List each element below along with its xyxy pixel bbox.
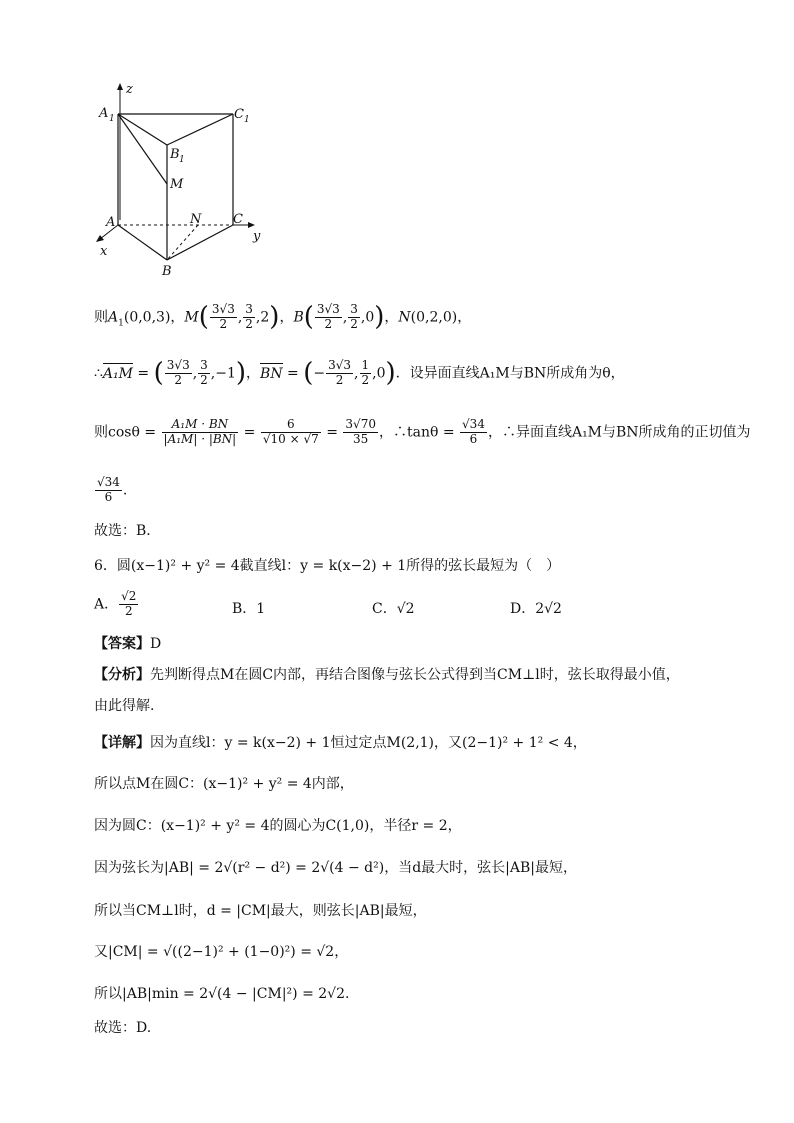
- B-frac2: $\frac{3}{2}$: [350, 302, 358, 332]
- label-A: A: [106, 215, 116, 230]
- B-tail: ,0: [360, 309, 375, 326]
- label-B: B: [162, 264, 172, 279]
- A1M-frac: $\frac{3√3}{2}$: [166, 358, 190, 388]
- detail-line-1: [94, 735, 587, 752]
- detail-line-4: 因为弦长为|AB| = 2√(r² − d²) = 2√(4 − d²)，当d最大时，弦长|AB|最短，: [94, 860, 578, 876]
- label-C1: C: [234, 107, 244, 122]
- A1M-frac2: $\frac{3}{2}$: [200, 358, 208, 388]
- analysis-tag: 【分析】: [94, 667, 150, 683]
- point-N-value: (0,2,0): [410, 309, 458, 326]
- option-D: D．2√2: [510, 601, 562, 617]
- coordinates-line: 则$A_1(0,0,3)$，M( $\frac{3√3}{2}$ , $\frac{3}{2}$ ,2)，B( $\frac{3√3}{2}$ , $\frac{3}{2}$ ,0)，N(0,2,0)，: [94, 302, 472, 332]
- sep: ，: [457, 309, 472, 326]
- vector-A1M: A₁M: [102, 365, 133, 382]
- tan-frac: $\frac{√34}{6}$: [462, 417, 485, 446]
- detail-line-7: 所以|AB|min = 2√(4 − |CM|²) = 2√2.: [94, 986, 350, 1002]
- answer-value: D: [150, 636, 162, 652]
- M-tail: ,2: [255, 309, 270, 326]
- detail-line-6: 又|CM| = √((2−1)² + (1−0)²) = √2，: [94, 944, 349, 960]
- label-y: y: [253, 229, 261, 244]
- prism-figure: [90, 80, 280, 280]
- point-N: N: [398, 309, 411, 326]
- choose-final: 故选：D.: [94, 1020, 152, 1036]
- cos-frac-eq1: $\frac{6}{√10 \times √7}$: [262, 417, 319, 446]
- answer-line: [94, 636, 161, 653]
- question-text: 圆(x−1)² + y² = 4截直线l：y = k(x−2) + 1所得的弦长最短为（ ）: [116, 558, 561, 574]
- cos-prefix: 则cosθ =: [94, 424, 157, 441]
- point-M: M: [184, 309, 199, 326]
- detail-text-1: 因为直线l：y = k(x−2) + 1恒过定点M(2,1)，又(2−1)² + 1² < 4，: [150, 735, 587, 751]
- analysis-line-2: 由此得解.: [94, 698, 155, 714]
- label-A1: A: [99, 106, 109, 121]
- option-B: B．1: [232, 601, 266, 617]
- vector-BN: BN: [260, 365, 283, 382]
- point-A1: A: [108, 309, 119, 326]
- label-x: x: [100, 244, 108, 259]
- label-C1-sub: 1: [244, 115, 250, 125]
- label-N: N: [190, 212, 202, 227]
- analysis-text-1: 先判断得点M在圆C内部，再结合图像与弦长公式得到当CM⊥l时，弦长取得最小值，: [150, 667, 680, 683]
- sep: ，: [279, 309, 294, 326]
- tangent-value-tail: .: [122, 482, 128, 499]
- choose-prev: 故选：B．: [94, 523, 161, 539]
- tangent-value-frac: $\frac{√34}{6}$: [97, 475, 120, 504]
- label-z: z: [126, 82, 133, 97]
- answer-tag: 【答案】: [94, 636, 150, 652]
- coords-prefix: 则: [94, 309, 108, 326]
- tangent-value-line: [94, 476, 127, 505]
- BN-frac: $\frac{3√3}{2}$: [328, 358, 352, 388]
- BN-frac2: $\frac{1}{2}$: [361, 358, 370, 388]
- cos-frac: $\frac{\text{A₁M · BN}}{\text{|A₁M| · |BN|}}$: [163, 417, 237, 446]
- cos-frac-eq2: $\frac{3√70}{35}$: [345, 417, 376, 446]
- B-frac: $\frac{3√3}{2}$: [316, 302, 340, 332]
- label-A1-sub: 1: [109, 114, 115, 124]
- option-A: A． $\frac{√2}{2}$: [94, 589, 137, 618]
- A1M-tail: ,−1: [210, 365, 236, 382]
- M-frac: $\frac{3√3}{2}$: [211, 302, 235, 332]
- label-B1-sub: 1: [179, 155, 185, 165]
- sep: ，: [384, 309, 399, 326]
- point-A1-sub: 1: [118, 318, 124, 329]
- detail-line-2: 所以点M在圆C：(x−1)² + y² = 4内部，: [94, 776, 354, 792]
- M-frac2: $\frac{3}{2}$: [245, 302, 253, 332]
- point-A1-value: (0,0,3): [123, 309, 171, 326]
- label-C: C: [233, 212, 243, 227]
- BN-tail: ,0: [372, 365, 386, 382]
- question-number: 6．: [94, 558, 117, 574]
- detail-line-5: 所以当CM⊥l时，d = |CM|最大，则弦长|AB|最短，: [94, 903, 427, 919]
- point-B: B: [293, 309, 304, 326]
- label-M: M: [170, 177, 184, 192]
- detail-line-3: 因为圆C：(x−1)² + y² = 4的圆心为C(1,0)，半径r = 2，: [94, 818, 462, 834]
- cosine-line: 则cosθ = $\frac{\text{A₁M · BN}}{\text{|A₁M| · |BN|}}$ = $\frac{6}{√10 \times √7}$ = $\frac{3√70}{35}$ ，∴tanθ = $\frac{√34}{6}$ ，∴异面直线A₁M与BN所成角的正切值为: [94, 417, 751, 446]
- sep: ，: [170, 309, 185, 326]
- vectors-line: ∴A₁M = ( $\frac{3√3}{2}$ , $\frac{3}{2}$ ,−1)，BN = (− $\frac{3√3}{2}$ , $\frac{1}{2}$ ,0)．设异面直线A₁M与BN所成角为θ，: [94, 358, 625, 388]
- question-6: [94, 558, 560, 575]
- label-B1: B: [170, 147, 180, 162]
- tan-text: ，∴tanθ =: [378, 424, 455, 441]
- option-C: C．√2: [372, 601, 415, 617]
- cosine-tail: ，∴异面直线A₁M与BN所成角的正切值为: [487, 424, 751, 441]
- analysis-line-1: [94, 667, 680, 684]
- detail-tag: 【详解】: [94, 735, 150, 751]
- vectors-text: ．设异面直线A₁M与BN所成角为θ，: [395, 365, 625, 382]
- therefore-symbol: ∴: [94, 365, 103, 382]
